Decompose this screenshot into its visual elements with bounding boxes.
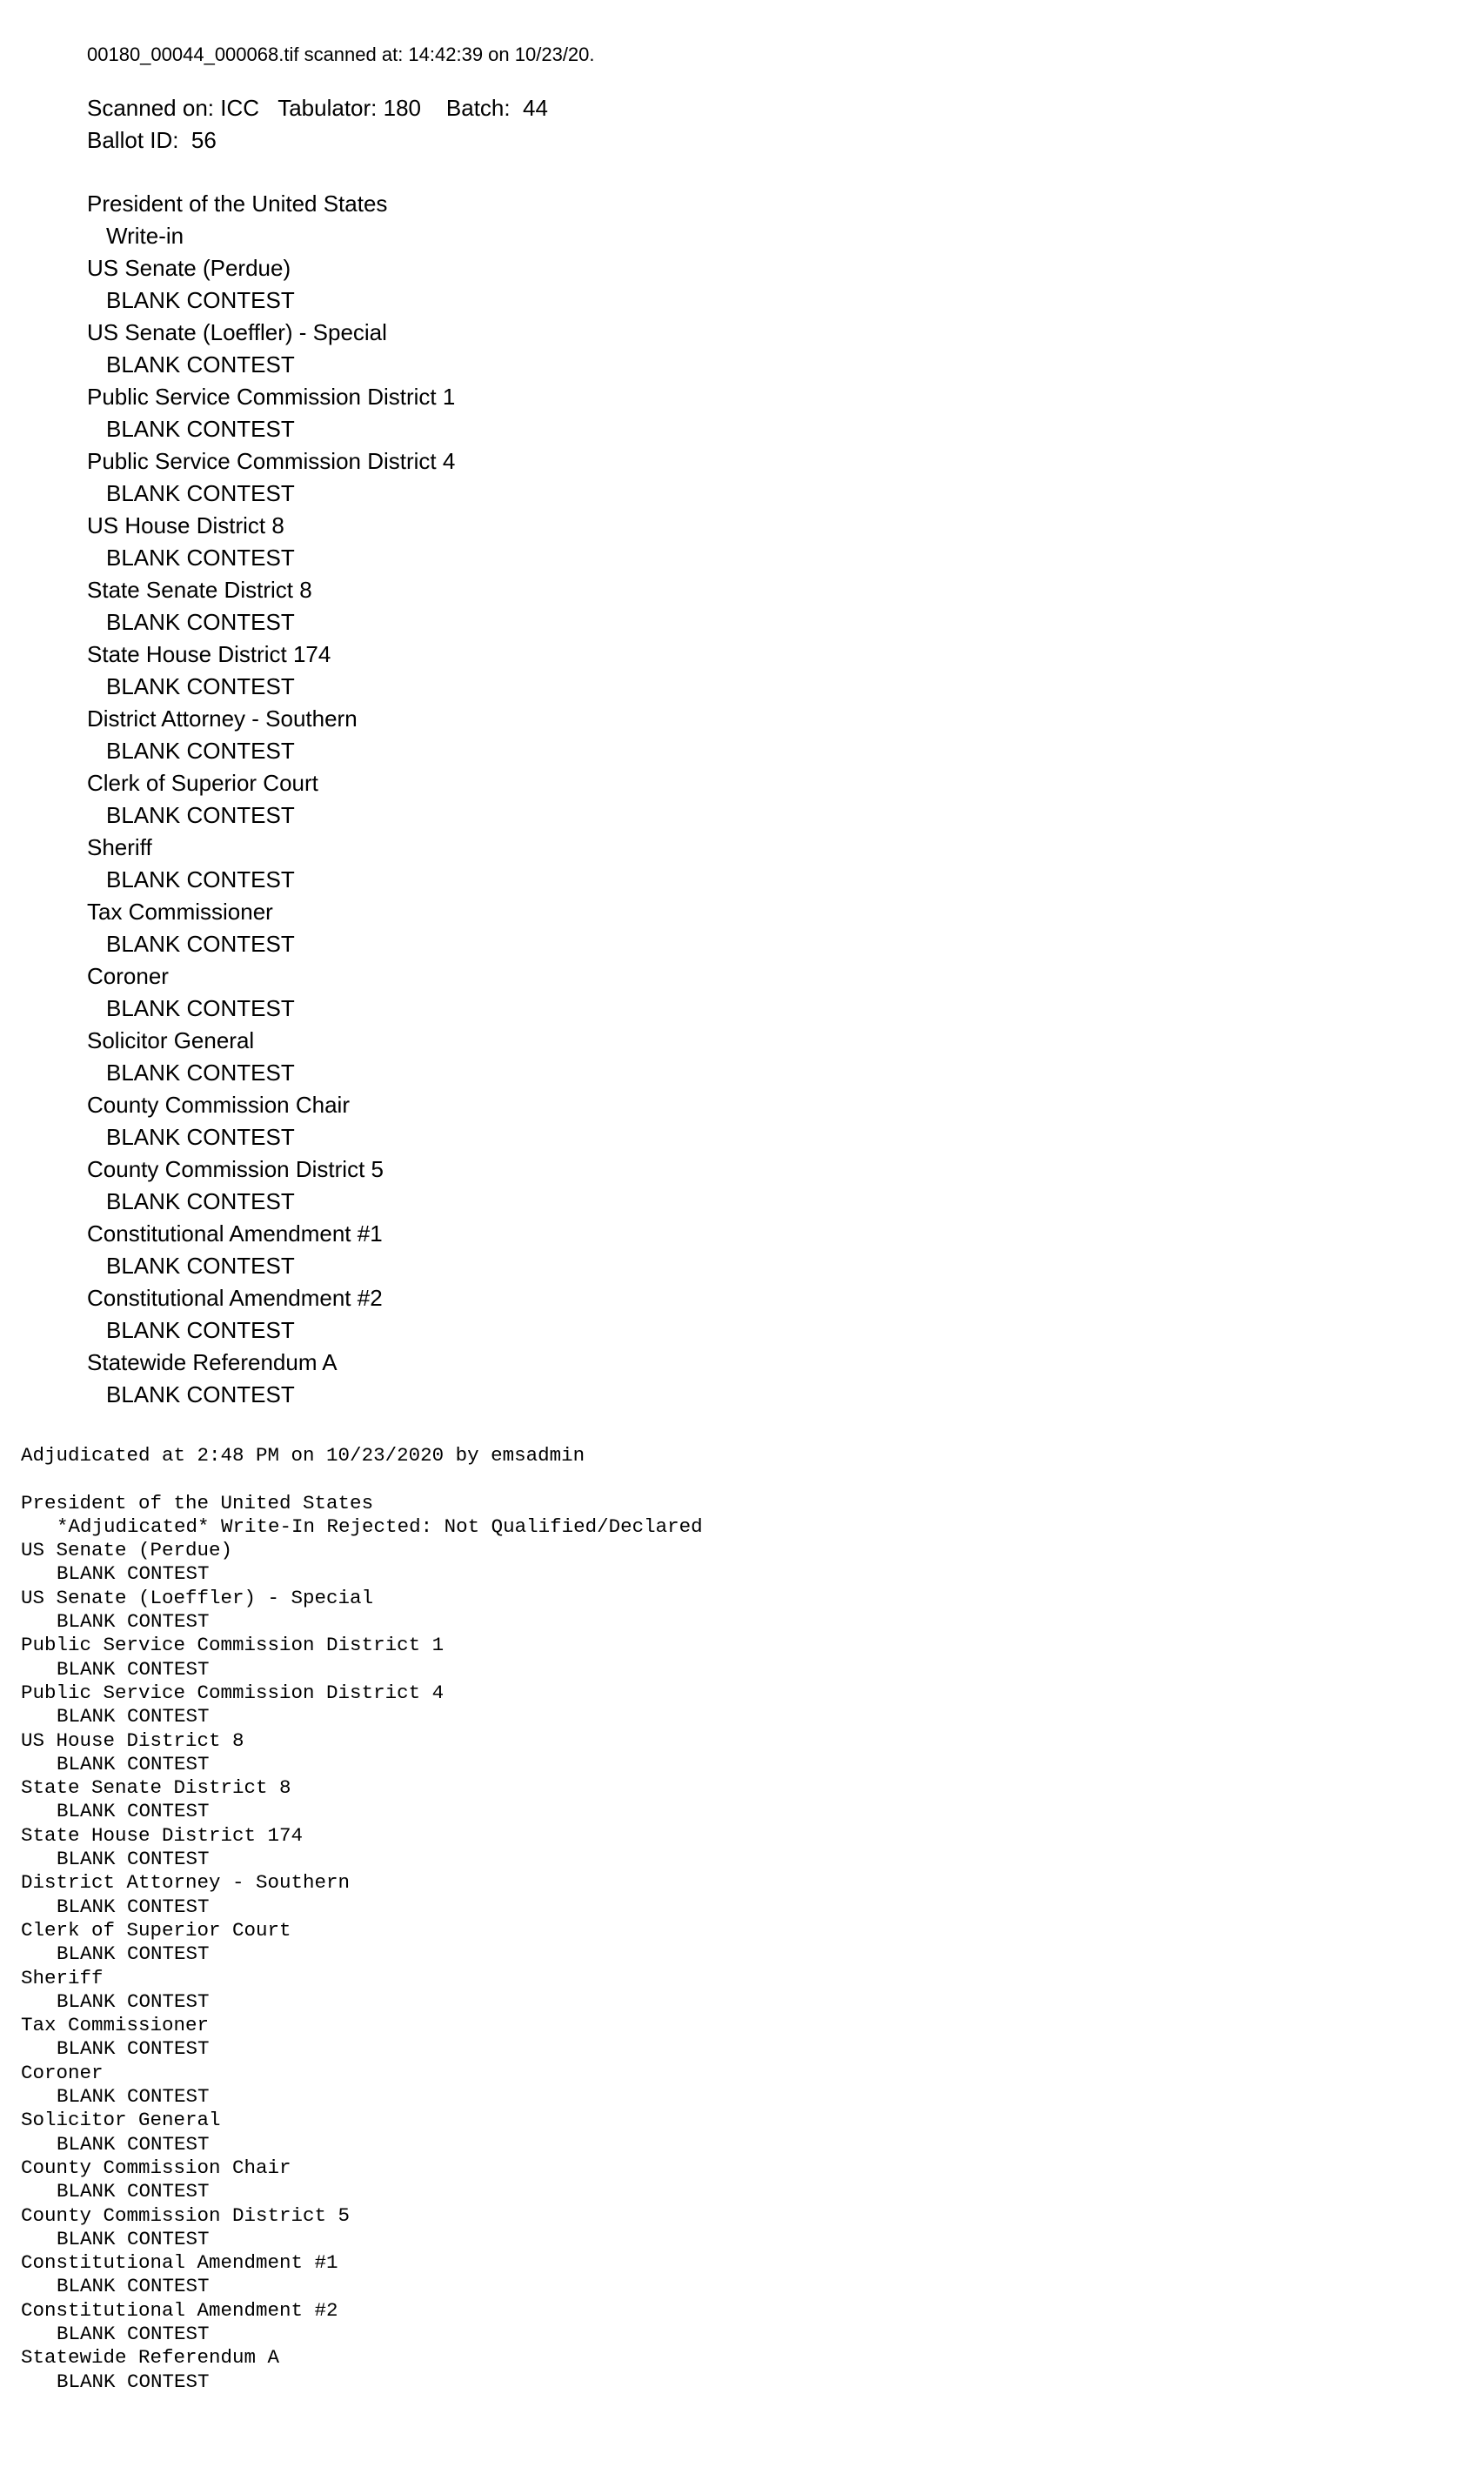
contest-selection: BLANK CONTEST	[57, 1942, 210, 1966]
contest-selection: BLANK CONTEST	[106, 287, 295, 313]
contest-selection: BLANK CONTEST	[106, 1188, 295, 1214]
contest-selection: BLANK CONTEST	[106, 1317, 295, 1343]
contest-name: County Commission Chair	[87, 1092, 350, 1118]
contest-name: District Attorney - Southern	[87, 705, 358, 732]
contest-selection: BLANK CONTEST	[57, 2322, 210, 2345]
contest-name: Constitutional Amendment #1	[87, 1220, 383, 1247]
contest-selection: BLANK CONTEST	[106, 1060, 295, 1086]
contest-selection: BLANK CONTEST	[57, 1848, 210, 1871]
contest-name: County Commission District 5	[87, 1156, 384, 1182]
contest-selection: BLANK CONTEST	[106, 738, 295, 764]
contest-name: President of the United States	[21, 1491, 374, 1514]
contest-name: Coroner	[21, 2061, 104, 2084]
contest-name: State House District 174	[87, 641, 331, 667]
contest-selection: BLANK CONTEST	[106, 609, 295, 635]
contest-name: US Senate (Loeffler) - Special	[87, 319, 387, 345]
contest-selection: BLANK CONTEST	[106, 1381, 295, 1407]
contest-selection: BLANK CONTEST	[57, 2275, 210, 2298]
contest-name: Constitutional Amendment #2	[87, 1285, 383, 1311]
contest-name: Public Service Commission District 4	[21, 1681, 445, 1704]
contest-name: Tax Commissioner	[87, 899, 273, 925]
contest-selection: Write-in	[106, 223, 184, 249]
contest-name: Sheriff	[21, 1966, 104, 1989]
contest-name: State House District 174	[21, 1823, 304, 1847]
contest-name: County Commission District 5	[21, 2203, 351, 2227]
contest-selection: BLANK CONTEST	[57, 1752, 210, 1775]
contest-selection: BLANK CONTEST	[106, 351, 295, 378]
contest-name: Public Service Commission District 1	[21, 1634, 445, 1657]
contest-name: US Senate (Perdue)	[21, 1539, 233, 1562]
contest-selection: BLANK CONTEST	[57, 1705, 210, 1728]
contest-name: Tax Commissioner	[21, 2014, 210, 2037]
scanned-on-line: Scanned on: ICC Tabulator: 180 Batch: 44	[87, 95, 548, 121]
contest-name: US House District 8	[87, 512, 284, 538]
contest-name: US Senate (Loeffler) - Special	[21, 1586, 374, 1609]
contest-name: Clerk of Superior Court	[87, 770, 318, 796]
contest-name: Solicitor General	[21, 2109, 221, 2132]
contest-selection: BLANK CONTEST	[57, 2180, 210, 2203]
contest-name: Constitutional Amendment #1	[21, 2251, 338, 2275]
contest-name: Coroner	[87, 963, 169, 989]
contest-selection: BLANK CONTEST	[57, 2227, 210, 2250]
contest-selection: BLANK CONTEST	[57, 1895, 210, 1918]
contest-name: Statewide Referendum A	[21, 2346, 280, 2370]
contest-name: District Attorney - Southern	[21, 1871, 351, 1895]
contest-selection: BLANK CONTEST	[57, 1562, 210, 1586]
contest-selection: BLANK CONTEST	[106, 995, 295, 1021]
scan-record	[87, 42, 1392, 1411]
contest-name: State Senate District 8	[87, 577, 312, 603]
contest-name: County Commission Chair	[21, 2156, 291, 2179]
contest-selection: BLANK CONTEST	[106, 1124, 295, 1150]
contest-selection: BLANK CONTEST	[57, 2132, 210, 2156]
contest-selection: BLANK CONTEST	[106, 416, 295, 442]
contest-name: US House District 8	[21, 1728, 244, 1752]
scan-contest-list	[87, 188, 1392, 1411]
scan-header: 00180_00044_000068.tif scanned at: 14:42:39 on 10/23/20.	[87, 43, 595, 65]
contest-name: Solicitor General	[87, 1027, 255, 1053]
contest-name: President of the United States	[87, 191, 388, 217]
contest-selection: BLANK CONTEST	[57, 1989, 210, 2013]
contest-selection: BLANK CONTEST	[57, 1657, 210, 1681]
adjudication-contest-list	[21, 1492, 1413, 2394]
contest-selection: BLANK CONTEST	[106, 673, 295, 699]
contest-selection: BLANK CONTEST	[57, 2085, 210, 2109]
contest-selection: BLANK CONTEST	[106, 545, 295, 571]
contest-name: Sheriff	[87, 834, 152, 860]
contest-selection: BLANK CONTEST	[57, 1800, 210, 1823]
contest-name: Public Service Commission District 1	[87, 384, 456, 410]
contest-selection: *Adjudicated* Write-In Rejected: Not Qualified/Declared	[57, 1514, 703, 1538]
contest-selection: BLANK CONTEST	[106, 931, 295, 957]
contest-name: State Senate District 8	[21, 1776, 291, 1800]
adjudication-header: Adjudicated at 2:48 PM on 10/23/2020 by emsadmin	[21, 1444, 585, 1467]
contest-selection: BLANK CONTEST	[106, 802, 295, 828]
contest-selection: BLANK CONTEST	[106, 1253, 295, 1279]
contest-name: Statewide Referendum A	[87, 1349, 338, 1375]
contest-name: Clerk of Superior Court	[21, 1918, 291, 1942]
contest-selection: BLANK CONTEST	[106, 480, 295, 506]
contest-name: US Senate (Perdue)	[87, 255, 291, 281]
contest-selection: BLANK CONTEST	[57, 2037, 210, 2061]
contest-name: Public Service Commission District 4	[87, 448, 456, 474]
scan-meta	[87, 92, 1392, 157]
contest-selection: BLANK CONTEST	[57, 2370, 210, 2393]
ballot-id-line: Ballot ID: 56	[87, 127, 217, 153]
contest-selection: BLANK CONTEST	[57, 1610, 210, 1634]
contest-selection: BLANK CONTEST	[106, 866, 295, 893]
contest-name: Constitutional Amendment #2	[21, 2298, 338, 2322]
adjudication-record	[21, 1444, 1413, 2394]
